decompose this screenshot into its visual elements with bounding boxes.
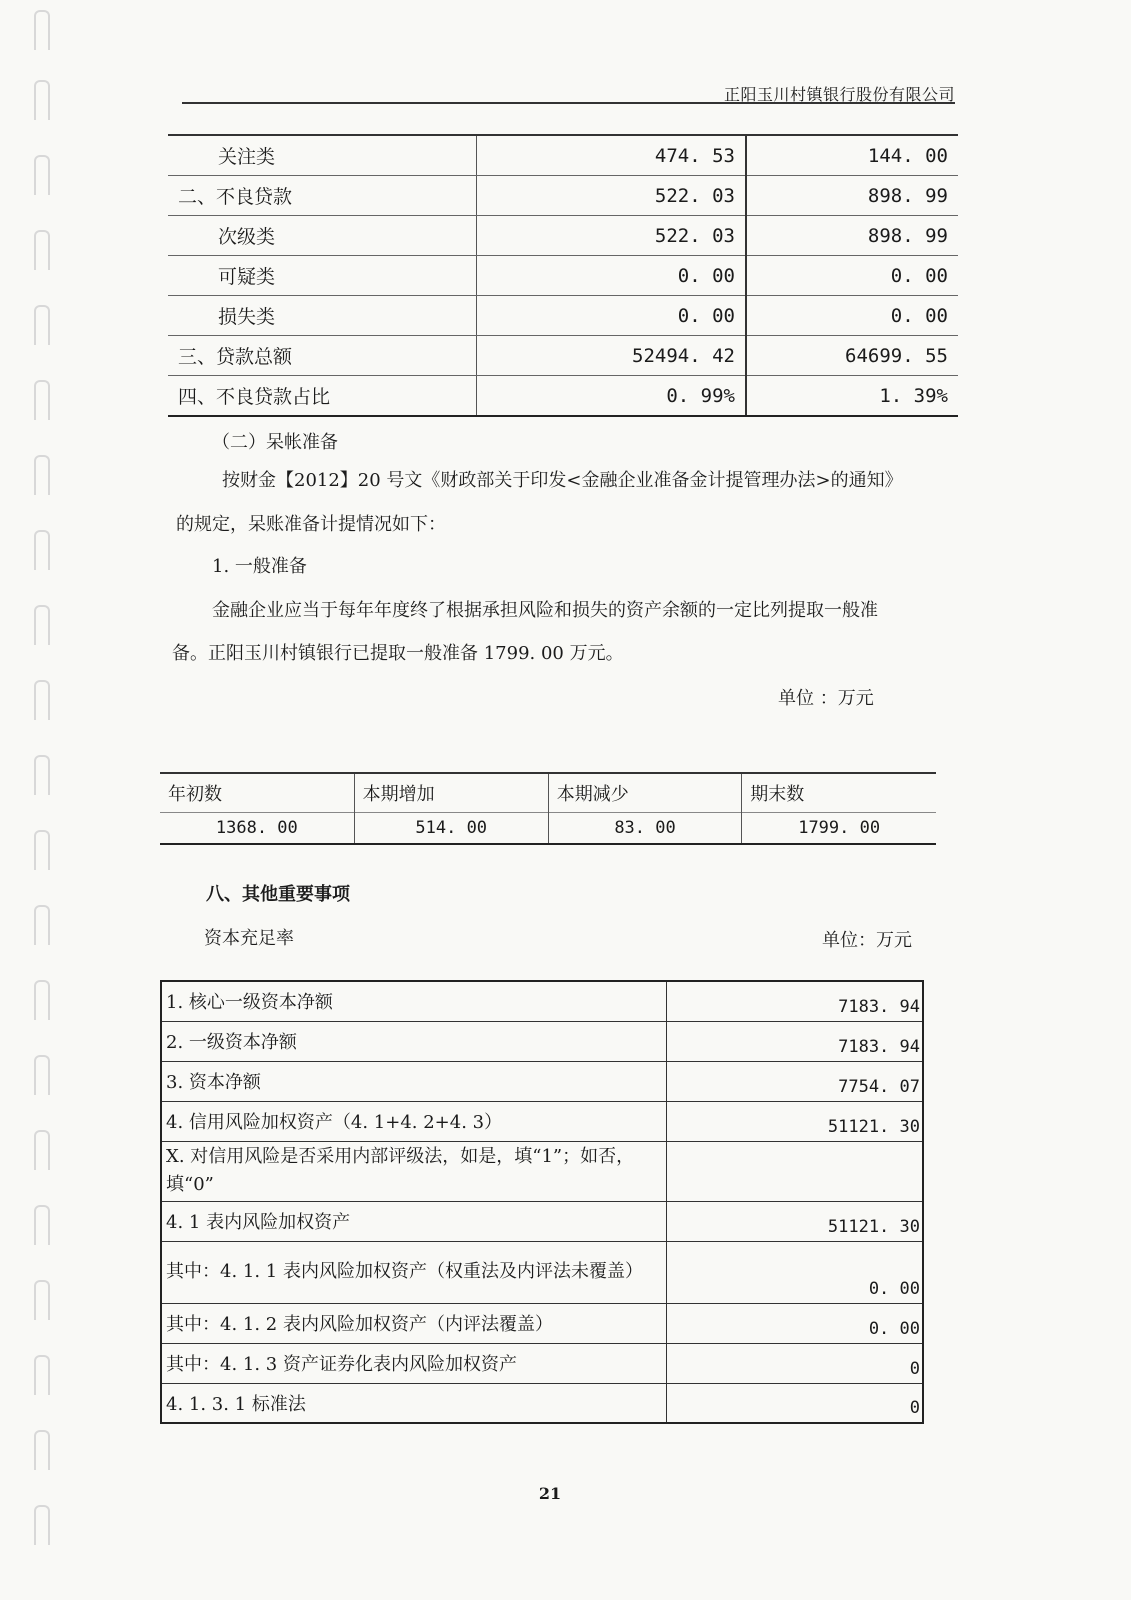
row-label: 损失类: [168, 296, 477, 336]
paragraph-line: 金融企业应当于每年年度终了根据承担风险和损失的资产余额的一定比列提取一般准: [212, 600, 878, 621]
column-header: 年初数: [160, 773, 354, 813]
header-rule: [182, 102, 955, 104]
row-label: 其中：4. 1. 3 资产证券化表内风险加权资产: [161, 1343, 667, 1383]
row-label: 4. 1. 3. 1 标准法: [161, 1383, 667, 1423]
table-row: [161, 1101, 923, 1141]
table-row: [161, 1343, 923, 1383]
table-row: [168, 376, 958, 417]
column-header: 本期减少: [548, 773, 742, 813]
column-header: 本期增加: [354, 773, 548, 813]
row-label: 1. 核心一级资本净额: [161, 981, 667, 1021]
capital-adequacy-table: [160, 980, 924, 1424]
binding-holes: [0, 0, 60, 1600]
row-value: 7183. 94: [667, 1021, 924, 1061]
row-value: 51121. 30: [667, 1101, 924, 1141]
row-label: 三、贷款总额: [168, 336, 477, 376]
loan-classification-table: [168, 134, 958, 417]
table-cell: 1368. 00: [160, 813, 354, 845]
capital-adequacy-subtitle: 资本充足率: [204, 928, 294, 949]
table-cell: 1799. 00: [742, 813, 936, 845]
table-header-row: [160, 773, 936, 813]
provision-table: [160, 772, 936, 845]
table-row: [161, 981, 923, 1021]
table-row: [161, 1303, 923, 1343]
row-label: 其中：4. 1. 2 表内风险加权资产（内评法覆盖）: [161, 1303, 667, 1343]
row-value: [667, 1141, 924, 1201]
row-label: 四、不良贷款占比: [168, 376, 477, 417]
table-row: [161, 1061, 923, 1101]
row-value-2: 898. 99: [746, 176, 958, 216]
table-row: [168, 135, 958, 176]
row-value-2: 898. 99: [746, 216, 958, 256]
row-value-2: 0. 00: [746, 256, 958, 296]
header-company-name: 正阳玉川村镇银行股份有限公司: [723, 85, 955, 104]
row-value-1: 522. 03: [477, 176, 747, 216]
row-value-2: 144. 00: [746, 135, 958, 176]
unit-label: 单位 ：万元: [778, 688, 874, 709]
table-row: [161, 1021, 923, 1061]
paragraph-line: 备。正阳玉川村镇银行已提取一般准备 1799. 00 万元。: [172, 643, 624, 664]
row-label: 二、不良贷款: [168, 176, 477, 216]
table-cell: 83. 00: [548, 813, 742, 845]
column-header: 期末数: [742, 773, 936, 813]
paragraph-line: 按财金【2012】20 号文《财政部关于印发<金融企业准备金计提管理办法>的通知》: [222, 470, 903, 491]
row-value: 7754. 07: [667, 1061, 924, 1101]
row-value: 51121. 30: [667, 1201, 924, 1241]
table-row: [161, 1141, 923, 1201]
row-label: 2. 一级资本净额: [161, 1021, 667, 1061]
row-value-1: 522. 03: [477, 216, 747, 256]
section-title-bad-debt: （二）呆帐准备: [212, 432, 338, 453]
row-label: 次级类: [168, 216, 477, 256]
table-row: [161, 1241, 923, 1303]
row-value-1: 0. 99%: [477, 376, 747, 417]
table-row: [168, 256, 958, 296]
subsection-title: 1. 一般准备: [212, 556, 307, 577]
row-label: 可疑类: [168, 256, 477, 296]
row-value: 0. 00: [667, 1303, 924, 1343]
paragraph-line: 的规定，呆账准备计提情况如下：: [176, 514, 446, 535]
row-value-1: 474. 53: [477, 135, 747, 176]
table-row: [168, 296, 958, 336]
row-value-1: 0. 00: [477, 296, 747, 336]
row-value-2: 0. 00: [746, 296, 958, 336]
row-label: 关注类: [168, 135, 477, 176]
table-row: [161, 1201, 923, 1241]
row-label: 4. 信用风险加权资产（4. 1+4. 2+4. 3）: [161, 1101, 667, 1141]
section-title-other: 八、其他重要事项: [206, 884, 350, 905]
row-value: 7183. 94: [667, 981, 924, 1021]
table-row: [168, 176, 958, 216]
row-value: 0: [667, 1343, 924, 1383]
unit-label: 单位：万元: [822, 930, 912, 951]
table-cell: 514. 00: [354, 813, 548, 845]
row-label: 4. 1 表内风险加权资产: [161, 1201, 667, 1241]
row-value-2: 64699. 55: [746, 336, 958, 376]
row-value-1: 0. 00: [477, 256, 747, 296]
row-label: X. 对信用风险是否采用内部评级法，如是，填“1”；如否，填“0”: [161, 1141, 667, 1201]
table-row: [160, 813, 936, 845]
row-value: 0: [667, 1383, 924, 1423]
page-number: 21: [538, 1484, 562, 1503]
row-value: 0. 00: [667, 1241, 924, 1303]
table-row: [161, 1383, 923, 1423]
row-value-2: 1. 39%: [746, 376, 958, 417]
row-label: 其中：4. 1. 1 表内风险加权资产（权重法及内评法未覆盖）: [161, 1241, 667, 1303]
row-value-1: 52494. 42: [477, 336, 747, 376]
table-row: [168, 336, 958, 376]
row-label: 3. 资本净额: [161, 1061, 667, 1101]
table-row: [168, 216, 958, 256]
